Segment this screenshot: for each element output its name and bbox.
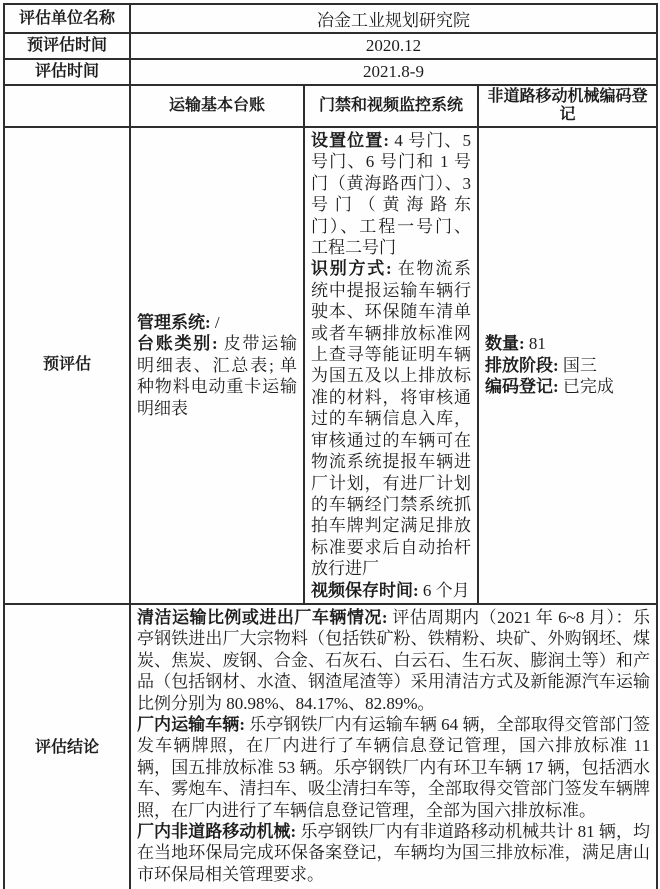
cell-transport-ledger: 管理系统: / 台账类别: 皮带运输明细表、汇总表; 单种物料电动重卡运输明细表 bbox=[130, 127, 304, 604]
header-transport-ledger: 运输基本台账 bbox=[130, 85, 304, 127]
table-row-conclusion bbox=[4, 604, 657, 889]
row-label-unit-name: 评估单位名称 bbox=[4, 4, 130, 33]
header-empty-cell bbox=[4, 85, 130, 127]
row-value-eval-time: 2021.8-9 bbox=[130, 59, 657, 85]
row-label-pre-eval-time: 预评估时间 bbox=[4, 33, 130, 59]
table-row-pre-eval-time bbox=[4, 33, 657, 59]
row-value-unit-name: 冶金工业规划研究院 bbox=[130, 4, 657, 33]
row-value-pre-eval-time: 2020.12 bbox=[130, 33, 657, 59]
row-label-pre-eval: 预评估 bbox=[4, 127, 130, 604]
row-label-eval-time: 评估时间 bbox=[4, 59, 130, 85]
header-nonroad-machinery: 非道路移动机械编码登记 bbox=[478, 85, 657, 127]
evaluation-table bbox=[3, 3, 658, 889]
row-label-conclusion: 评估结论 bbox=[4, 604, 130, 889]
cell-nonroad-machinery: 数量: 81 排放阶段: 国三 编码登记: 已完成 bbox=[478, 127, 657, 604]
cell-conclusion: 清洁运输比例或进出厂车辆情况: 评估周期内（2021 年 6~8 月）：乐亭钢铁进出厂大宗物料（包括铁矿粉、铁精粉、块矿、外购钢坯、煤炭、焦炭、废钢、合金、石灰石、白云石、生石灰、膨润土等）和产品（包括钢材、水渣、钢渣尾渣等）采用清洁方式及新能源汽车运输比例分别为 80.98%、84.17%、82.89%。 厂内运输车辆: 乐亭钢铁厂内有运输车辆 64 辆，全部取得交管部门签发车辆牌照，在厂内进行了车辆信息登记管理，国六排放标准 11 辆，国五排放标准 53 辆。乐亭钢铁厂内有环卫车辆 17 辆，包括洒水车、雾炮车、清扫车、吸尘清扫车等，全部取得交管部门签发车辆牌照，在厂内进行了车辆信息登记管理，全部为国六排放标准。 厂内非道路移动机械: 乐亭钢铁厂内有非道路移动机械共计 81 辆，均在当地环保局完成环保备案登记，车辆均为国三排放标准，满足唐山市环保局相关管理要求。 bbox=[130, 604, 657, 889]
table-row-eval-time bbox=[4, 59, 657, 85]
table-header-row bbox=[4, 85, 657, 127]
table-row-pre-eval bbox=[4, 127, 657, 604]
cell-gate-video-system: 设置位置: 4 号门、5号门、6 号门和 1 号门（黄海路西门）、3 号门（黄海路东门）、工程一号门、工程二号门 识别方式: 在物流系统中提报运输车辆行驶本、环保随车清单或者车辆排放标准网上查寻等能证明车辆为国五及以上排放标准的材料，将审核通过的车辆信息入库，审核通过的车辆可在物流系统提报车辆进厂计划，有进厂计划的车辆经门禁系统抓拍车牌判定满足排放标准要求后自动抬杆放行进厂 视频保存时间: 6 个月 bbox=[304, 127, 478, 604]
table-row-unit-name bbox=[4, 4, 657, 33]
header-gate-video-system: 门禁和视频监控系统 bbox=[304, 85, 478, 127]
